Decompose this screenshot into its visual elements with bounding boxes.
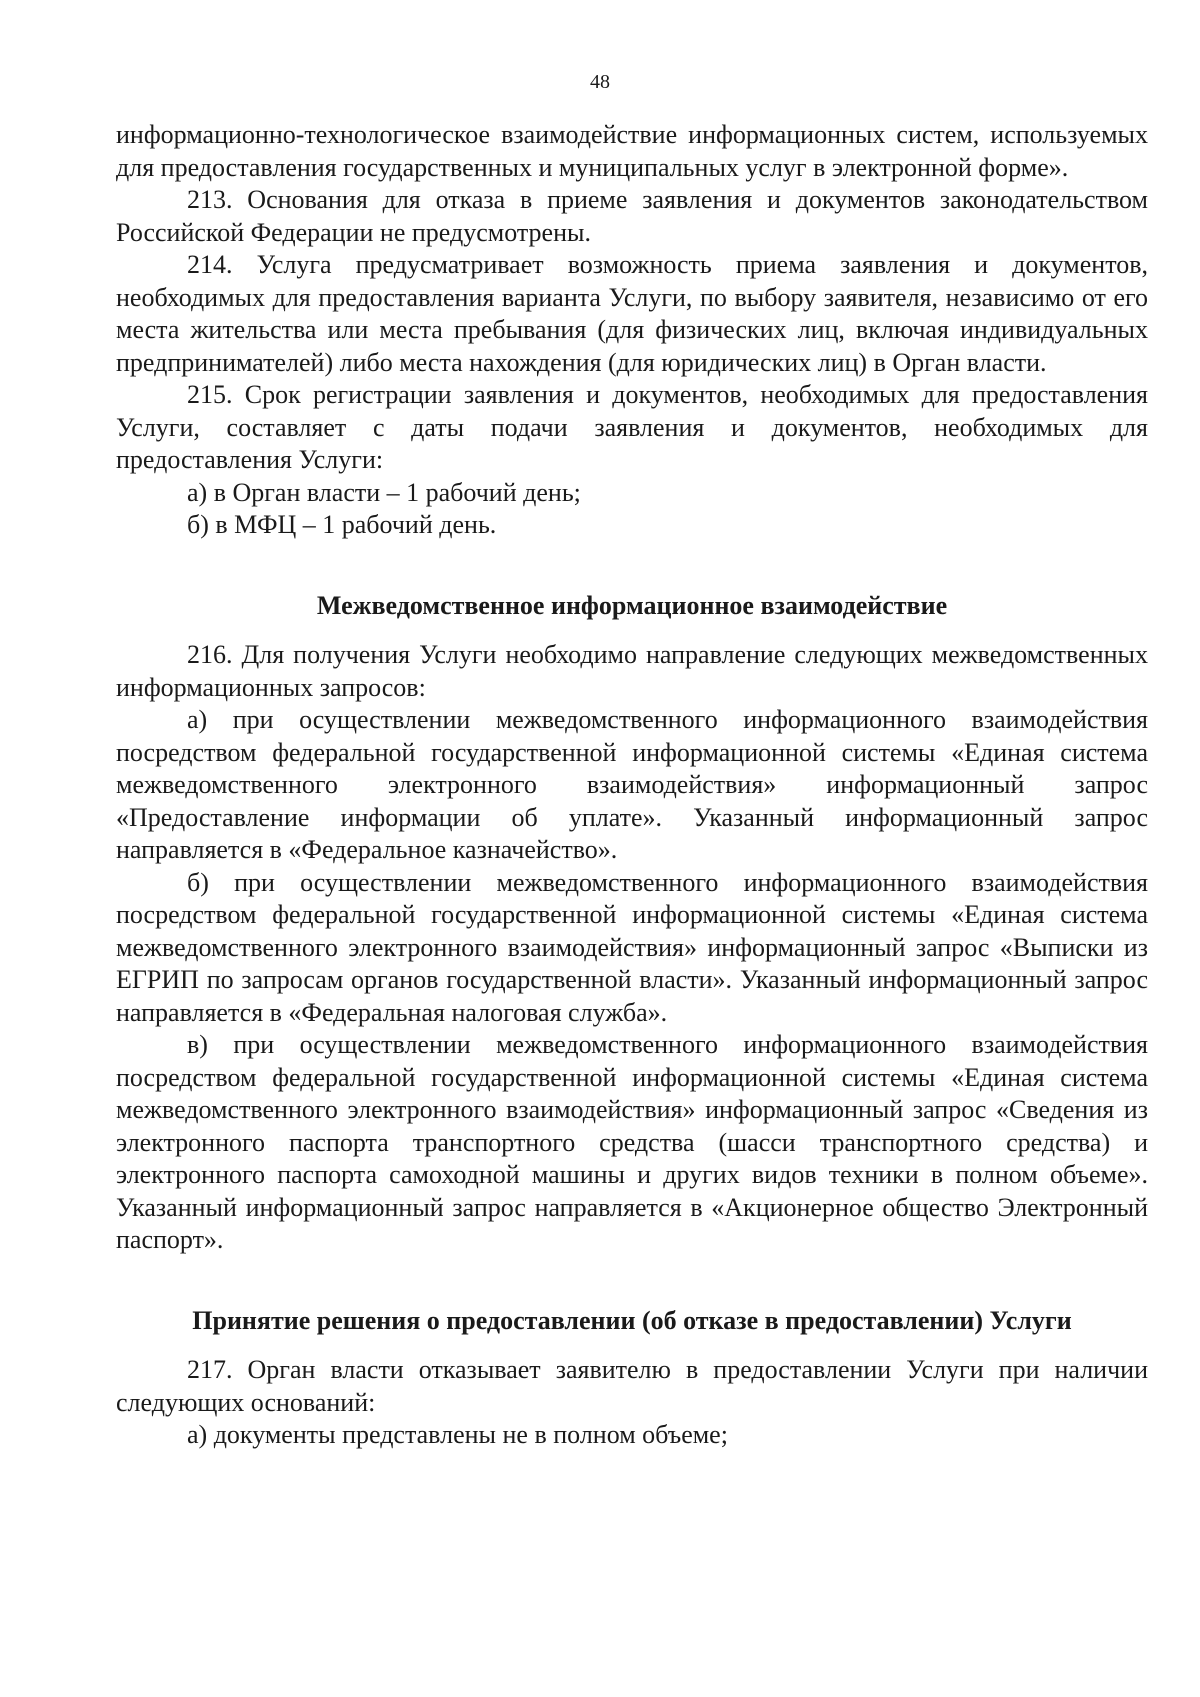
list-item-215-b: б) в МФЦ – 1 рабочий день. (187, 510, 497, 539)
paragraph-216: 216. Для получения Услуги необходимо направление следующих межведомственных информационных запросов: (116, 640, 1148, 702)
section-heading-decision: Принятие решения о предоставлении (об отказе в предоставлении) Услуги (192, 1305, 1072, 1335)
list-item-216-c: в) при осуществлении межведомственного информационного взаимодействия посредством федеральной государственной информационной системы «Единая система межведомственного электронного взаимодействия» информационный запрос «Сведения из электронного паспорта транспортного средства (шасси транспортного средства) и электронного паспорта самоходной машины и других видов техники в полном объеме». Указанный информационный запрос направляется в «Акционерное общество Электронный паспорт». (116, 1030, 1148, 1254)
section-heading-interagency: Межведомственное информационное взаимодействие (316, 590, 948, 620)
paragraph-215: 215. Срок регистрации заявления и документов, необходимых для предоставления Услуги, составляет с даты подачи заявления и документов, необходимых для предоставления Услуги: (116, 380, 1148, 474)
paragraph-217: 217. Орган власти отказывает заявителю в предоставлении Услуги при наличии следующих оснований: (116, 1355, 1148, 1417)
list-item-217-a: а) документы представлены не в полном объеме; (187, 1420, 728, 1449)
paragraph-continuation: информационно-технологическое взаимодействие информационных систем, используемых для предоставления государственных и муниципальных услуг в электронной форме». (116, 120, 1148, 182)
paragraph-214: 214. Услуга предусматривает возможность приема заявления и документов, необходимых для предоставления варианта Услуги, по выбору заявителя, независимо от его места жительства или места пребывания (для физических лиц, включая индивидуальных предпринимателей) либо места нахождения (для юридических лиц) в Орган власти. (116, 250, 1148, 377)
page-content (116, 119, 1148, 1452)
paragraph-213: 213. Основания для отказа в приеме заявления и документов законодательством Российской Федерации не предусмотрены. (116, 185, 1148, 247)
list-item-216-b: б) при осуществлении межведомственного информационного взаимодействия посредством федеральной государственной информационной системы «Единая система межведомственного электронного взаимодействия» информационный запрос «Выписки из ЕГРИП по запросам органов государственной власти». Указанный информационный запрос направляется в «Федеральная налоговая служба». (116, 867, 1148, 1027)
list-item-215-a: а) в Орган власти – 1 рабочий день; (187, 477, 581, 507)
page-number: 48 (590, 71, 610, 93)
list-item-216-a: а) при осуществлении межведомственного информационного взаимодействия посредством федеральной государственной информационной системы «Единая система межведомственного электронного взаимодействия» информационный запрос «Предоставление информации об уплате». Указанный информационный запрос направляется в «Федеральное казначейство». (116, 705, 1148, 864)
